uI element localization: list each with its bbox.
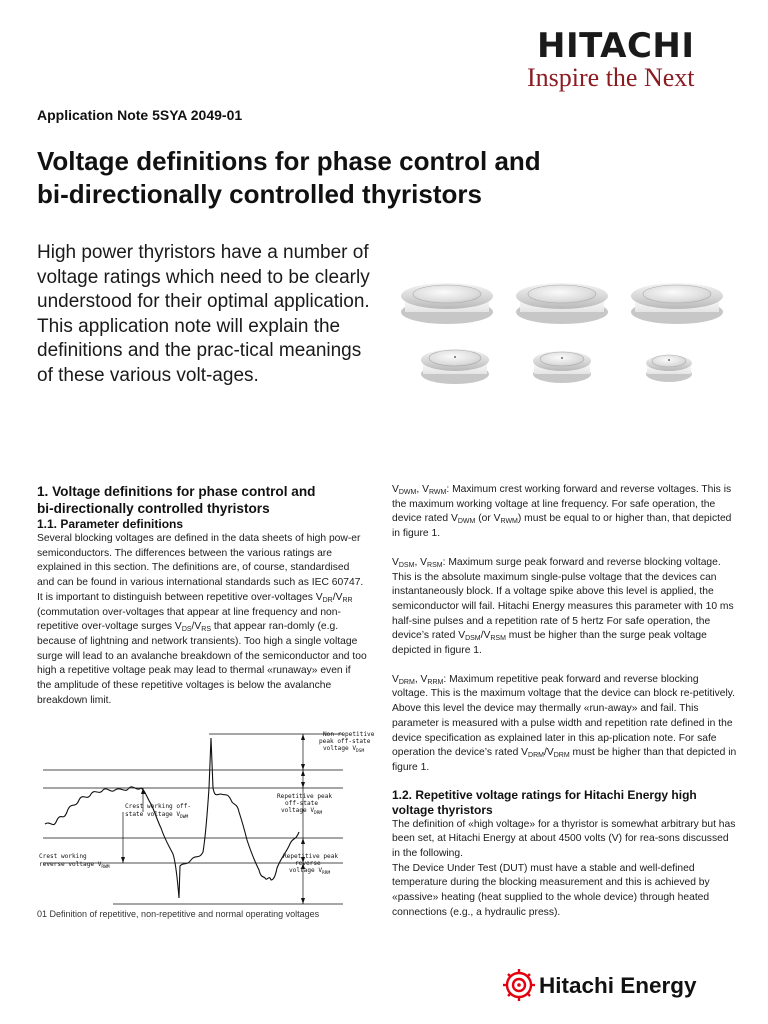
subsection-1-2-line-2: voltage thyristors [392, 802, 493, 817]
label-crestr-2: reverse voltage $V_{RWM}$ [39, 861, 110, 870]
label-nonrep-2: peak off-state [319, 738, 371, 745]
subsection-1-2-line-1: 1.2. Repetitive voltage ratings for Hitachi Energy high [392, 787, 697, 802]
label-rep-1: Repetitive peak [277, 793, 333, 800]
page-title [37, 145, 677, 211]
section-1-heading-line-2: bi-directionally controlled thyristors [37, 500, 270, 516]
hitachi-logo: HITACHI [537, 26, 695, 66]
hitachi-energy-emblem-icon [503, 969, 535, 1001]
paragraph-device-under-test: The Device Under Test (DUT) must have a stable and well-defined temperature during the blocking measurement and this is achieved by «passive» heating (heat supplied to the whole device) through heated connections (e.g., a hydraulic press). [392, 862, 710, 918]
paragraph-overvoltages: It is important to distinguish between repetitive over-voltages $V_{DR}/V_{RR}$ (commutation over-voltages that appear at line frequency and non-repetitive over-voltage surges $V_{DS}/V_{RS}$ that appear ran-domly (e.g. because of lightning and network transients). Too high a single voltage surge will lead to an avalanche breakdown of the semiconductor and too high a repetitive voltage peak may lead to thermal «runaway» even if the amplitude of these repetitive voltages is below the avalanche breakdown limit. [37, 591, 367, 706]
section-1-heading-line-1: 1. Voltage definitions for phase control and [37, 484, 316, 499]
subsection-1-1-heading: 1.1. Parameter definitions [37, 517, 184, 531]
label-reprev-1: Repetitive peak [283, 853, 339, 860]
paragraph-vdwm: $V_{DWM}$, $V_{RWM}$: Maximum crest working forward and reverse voltages. This is the maximum working voltage at line frequency. For safe operation, the device rated $V_{DWM}$ (or $V_{RWM}$) must be equal to or higher than, that depicted in figure 1. [392, 484, 732, 540]
label-reprev-2: reverse [295, 860, 321, 867]
thyristor-product-photo [395, 268, 730, 398]
right-column [392, 483, 737, 921]
section-1-column [37, 484, 367, 708]
label-crest-2: state voltage $V_{DWM}$ [125, 811, 189, 820]
voltage-definition-figure [33, 728, 378, 910]
paragraph-blocking-voltages: Several blocking voltages are defined in the data sheets of high pow-er semiconductors. The differences between the various ratings are explained in this section. The definitions are, of course, standardised and can be found in various international standards such as IEC 60747. [37, 533, 364, 589]
hitachi-energy-logo [503, 965, 743, 1005]
thyristor-disc-1 [401, 283, 493, 324]
paragraph-high-voltage-definition: The definition of «high voltage» for a thyristor is somewhat arbitrary but has been set, at Hitachi Energy at about 4500 volts (V) for rea-sons discussed in the following. [392, 818, 736, 860]
figure-reference-lines [43, 734, 343, 904]
thyristor-disc-6 [646, 355, 692, 382]
subsection-1-2-heading [392, 788, 737, 818]
application-note-id: Application Note 5SYA 2049-01 [37, 107, 243, 123]
thyristor-disc-5 [533, 351, 591, 383]
voltage-waveform [45, 738, 299, 898]
figure-arrows [121, 734, 305, 904]
label-rep-3: voltage $V_{DRM}$ [281, 807, 323, 816]
label-rep-2: off-state [285, 800, 319, 807]
hitachi-energy-wordmark: Hitachi Energy [539, 973, 697, 998]
label-reprev-3: voltage $V_{RRM}$ [289, 867, 331, 876]
title-line-2: bi-directionally controlled thyristors [37, 179, 482, 209]
section-1-heading [37, 484, 367, 517]
brand-tagline: Inspire the Next [527, 63, 695, 92]
label-crestr-1: Crest working [39, 853, 87, 860]
paragraph-vdrm: $V_{DRM}$, $V_{RRM}$: Maximum repetitive peak forward and reverse blocking voltage. This is the maximum voltage that the device can block re-petitively. Above this level the device may thermally «run-away» and fail. This parameter is measured with a pulse width and repetition rate defined in the device specification as explained later in this ap-plication note. For safe operation the device’s rated $V_{DRM}/V_{DRM}$ must be higher than that depicted in figure 1. [392, 673, 737, 773]
thyristor-disc-2 [516, 283, 608, 324]
label-crest-1: Crest working off- [125, 803, 192, 810]
title-line-1: Voltage definitions for phase control and [37, 146, 541, 176]
thyristor-disc-3 [631, 283, 723, 324]
thyristor-disc-4 [421, 349, 489, 384]
label-nonrep-1: Non-repetitive [323, 731, 375, 738]
intro-paragraph: High power thyristors have a number of voltage ratings which need to be clearly understood for their optimal application. This application note will explain the definitions and the prac-tical meanings of these various volt-ages. [37, 242, 370, 386]
paragraph-vdsm: $V_{DSM}$, $V_{RSM}$: Maximum surge peak forward and reverse blocking voltage. This is the absolute maximum single-pulse voltage that the devices can instantaneously block. If a voltage spike above this level is applied, the semiconductor will fail. Hitachi Energy measures this parameter with 10 ms half-sine pulses and a repetition rate of 5 hertz For safe operation, the device’s rated $V_{DSM}/V_{RSM}$ must be higher than the surge peak voltage depicted in figure 1. [392, 556, 734, 657]
label-nonrep-3: voltage $V_{DSM}$ [323, 745, 365, 754]
figure-caption: 01 Definition of repetitive, non-repetitive and normal operating voltages [37, 909, 320, 919]
